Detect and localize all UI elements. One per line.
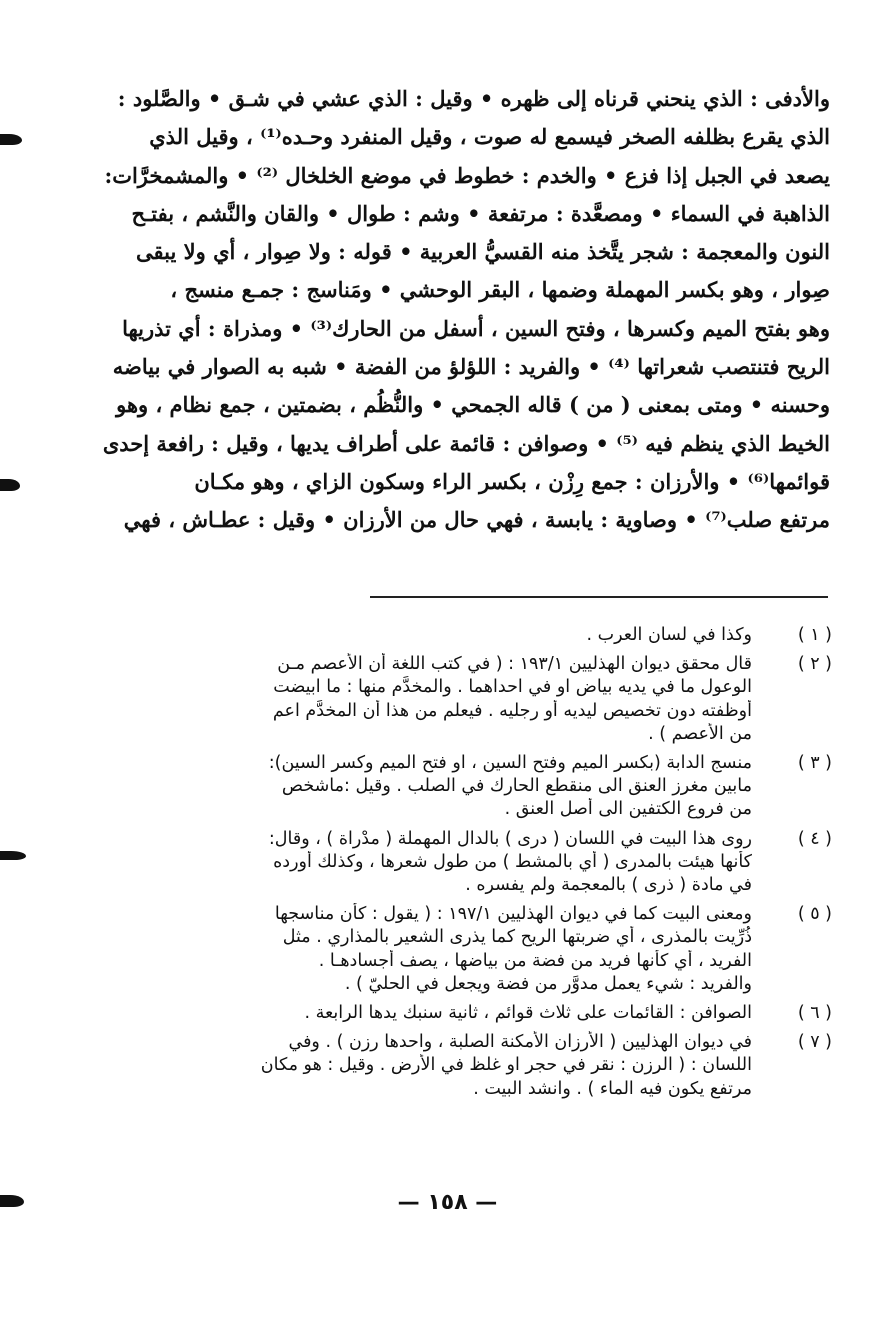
main-text-line: يصعد في الجبل إذا فزع • والخدم : خطوط في موضع الخلخال ⁽²⁾ • والمشمخرَّات: xyxy=(104,162,830,188)
footnote-number: ( ٢ ) xyxy=(797,654,832,675)
footnote-line: في ديوان الهذليين ( الأرزان الأمكنة الصلبة ، واحدها رزن ) . وفي xyxy=(288,1032,752,1053)
footnote-text xyxy=(70,828,752,898)
main-text-line: وهو بفتح الميم وكسرها ، وفتح السين ، أسفل من الحارك⁽³⁾ • ومذراة : أي تذريها xyxy=(122,315,830,341)
footnote-number: ( ١ ) xyxy=(797,625,832,645)
footnote-text xyxy=(70,752,752,822)
footnote-line: وكذا في لسان العرب . xyxy=(586,625,752,645)
footnote-line: قال محقق ديوان الهذليين ١٩٣/١ : ( في كتب اللغة أن الأعصم مـن xyxy=(277,654,752,675)
page-edge-mark xyxy=(0,134,22,145)
footnote xyxy=(70,624,832,647)
footnotes-block xyxy=(70,624,832,1107)
main-text-line: مرتفع صلب⁽⁷⁾ • وصاوية : يابسة ، فهي حال من الأرزان • وقيل : عطـاش ، فهي xyxy=(123,507,830,533)
main-text-line: النون والمعجمة : شجر يتَّخذ منه القسيُّ العربية • قوله : ولا صِوار ، أي ولا يبقى xyxy=(136,239,830,265)
footnote-line: مابين مغرز العنق الى منقطع الحارك في الصلب . وقيل :ماشخص xyxy=(281,776,752,797)
footnote-line: مرتفع يكون فيه الماء ) . وانشد البيت . xyxy=(473,1078,752,1099)
main-text-line: والأدفى : الذي ينحني قرناه إلى ظهره • وقيل : الذي عشي في شـق • والصَّلود : xyxy=(117,86,830,111)
footnote-text xyxy=(70,903,752,996)
footnote-text xyxy=(70,624,752,647)
main-text-line: صِوار ، وهو بكسر المهملة وضمها ، البقر الوحشي • ومَناسج : جمـع منسج ، xyxy=(170,277,830,303)
footnote-number: ( ٧ ) xyxy=(797,1032,832,1053)
page-edge-mark xyxy=(0,851,26,860)
main-text-line: الخيط الذي ينظم فيه ⁽⁵⁾ • وصوافن : قائمة على أطراف يديها ، وقيل : رافعة إحدى xyxy=(102,430,830,456)
footnote-line: أوظفته دون تخصيص ليديه أو رجليه . فيعلم من هذا أن المخدَّم اعم xyxy=(272,700,752,721)
main-text-line: الريح فتنتصب شعراتها ⁽⁴⁾ • والفريد : اللؤلؤ من الفضة • شبه به الصوار في بياضه xyxy=(112,354,830,380)
footnote-line: روى هذا البيت في اللسان ( درى ) بالدال المهملة ( مدْراة ) ، وقال: xyxy=(268,828,752,849)
footnote xyxy=(70,1031,832,1101)
footnote-line: الصوافن : القائمات على ثلاث قوائم ، ثانية سنبك يدها الرابعة . xyxy=(304,1003,752,1024)
footnote-text xyxy=(70,1002,752,1025)
footnote-line: منسج الدابة (بكسر الميم وفتح السين ، او فتح الميم وكسر السين): xyxy=(268,753,752,774)
page-edge-mark xyxy=(0,479,20,491)
main-text-line: الذي يقرع بظلفه الصخر فيسمع له صوت ، وقيل المنفرد وحـده⁽¹⁾ ، وقيل الذي xyxy=(149,124,830,150)
main-text-line: وحسنه • ومتى بمعنى ( من ) قاله الجمحي • والنُّظُم ، بضمتين ، جمع نظام ، وهو xyxy=(116,392,830,418)
footnote-line: في مادة ( ذرى ) بالمعجمة ولم يفسره . xyxy=(465,875,752,896)
footnote-line: من فروع الكتفين الى أصل العنق . xyxy=(504,799,752,820)
footnote-line: من الأعصم ) . xyxy=(648,723,752,744)
footnote-line: الفريد ، أي كأنها فريد من فضة من بياضها ، يصف أجسادهـا . xyxy=(318,950,752,971)
footnote xyxy=(70,828,832,898)
footnote-number: ( ٤ ) xyxy=(797,828,832,849)
footnote-separator-rule xyxy=(370,596,828,598)
footnote-line: كأنها هيئت بالمدرى ( أي بالمشط ) من طول شعرها ، وكذلك أورده xyxy=(273,851,752,872)
footnote-line: ذُرِّيت بالمذرى ، أي ضربتها الريح كما يذرى الشعير بالمذاري . مثل xyxy=(282,927,752,948)
footnote xyxy=(70,903,832,996)
main-text-block xyxy=(70,80,830,540)
footnote-text xyxy=(70,653,752,746)
main-text-line: قوائمها⁽⁶⁾ • والأرزان : جمع رِزْن ، بكسر الراء وسكون الزاي ، وهو مكـان xyxy=(194,468,830,494)
footnote-number: ( ٣ ) xyxy=(797,753,832,774)
footnote-line: والفريد : شيء يعمل مدوَّر من فضة ويجعل في الحليّ ) . xyxy=(344,973,752,994)
footnote-line: اللسان : ( الرزن : نقر في حجر او غلظ في الأرض . وقيل : هو مكان xyxy=(260,1055,752,1076)
page-number: — ١٥٨ — xyxy=(397,1190,498,1215)
footnote-line: ومعنى البيت كما في ديوان الهذليين ١٩٧/١ : ( يقول : كأن مناسجها xyxy=(274,904,752,925)
footnote xyxy=(70,1002,832,1025)
footnote xyxy=(70,653,832,746)
main-text-line: الذاهبة في السماء • ومصعَّدة : مرتفعة • وشم : طوال • والقان والنَّشم ، بفتـح xyxy=(131,200,830,226)
footnote xyxy=(70,752,832,822)
footnote-line: الوعول ما في يديه بياض او في احداهما . والمخدَّم منها : ما ابيضت xyxy=(273,677,752,698)
footnote-number: ( ٦ ) xyxy=(797,1003,832,1024)
footnote-number: ( ٥ ) xyxy=(797,904,832,925)
footnote-text xyxy=(70,1031,752,1101)
